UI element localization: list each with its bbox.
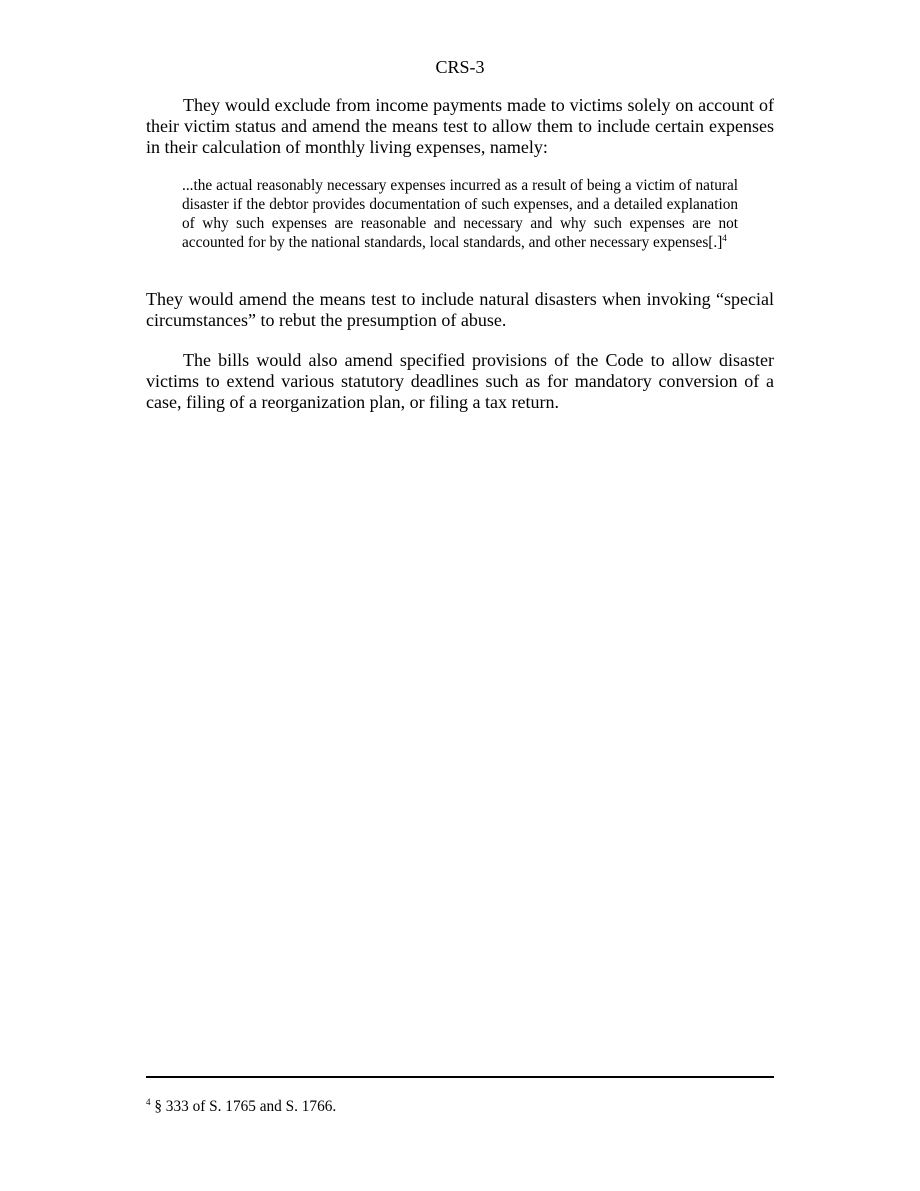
block-quote: [182, 176, 738, 252]
footnote-reference: 4: [722, 233, 727, 243]
footnote-text: § 333 of S. 1765 and S. 1766.: [154, 1098, 337, 1115]
body-paragraph-income-exclusion: They would exclude from income payments made to victims solely on account of their victim status and amend the means test to allow them to include certain expenses in their calculation of monthly living expenses, namely:: [146, 95, 774, 157]
block-quote-text: ...the actual reasonably necessary expenses incurred as a result of being a victim of natural disaster if the debtor provides documentation of such expenses, and a detailed explanation of why such expenses are reasonable and necessary and why such expenses are not accounted for by the national standards, local standards, and other necessary expenses[.]: [182, 177, 738, 251]
body-paragraph-special-circumstances: They would amend the means test to include natural disasters when invoking “special circumstances” to rebut the presumption of abuse.: [146, 289, 774, 330]
footnote-rule: [146, 1076, 774, 1078]
body-paragraph-deadlines: The bills would also amend specified provisions of the Code to allow disaster victims to extend various statutory deadlines such as for mandatory conversion of a case, filing of a reorganization plan, or filing a tax return.: [146, 350, 774, 412]
page-number: CRS-3: [435, 57, 485, 77]
footnote: [146, 1097, 774, 1116]
footnote-number: 4: [146, 1097, 151, 1107]
